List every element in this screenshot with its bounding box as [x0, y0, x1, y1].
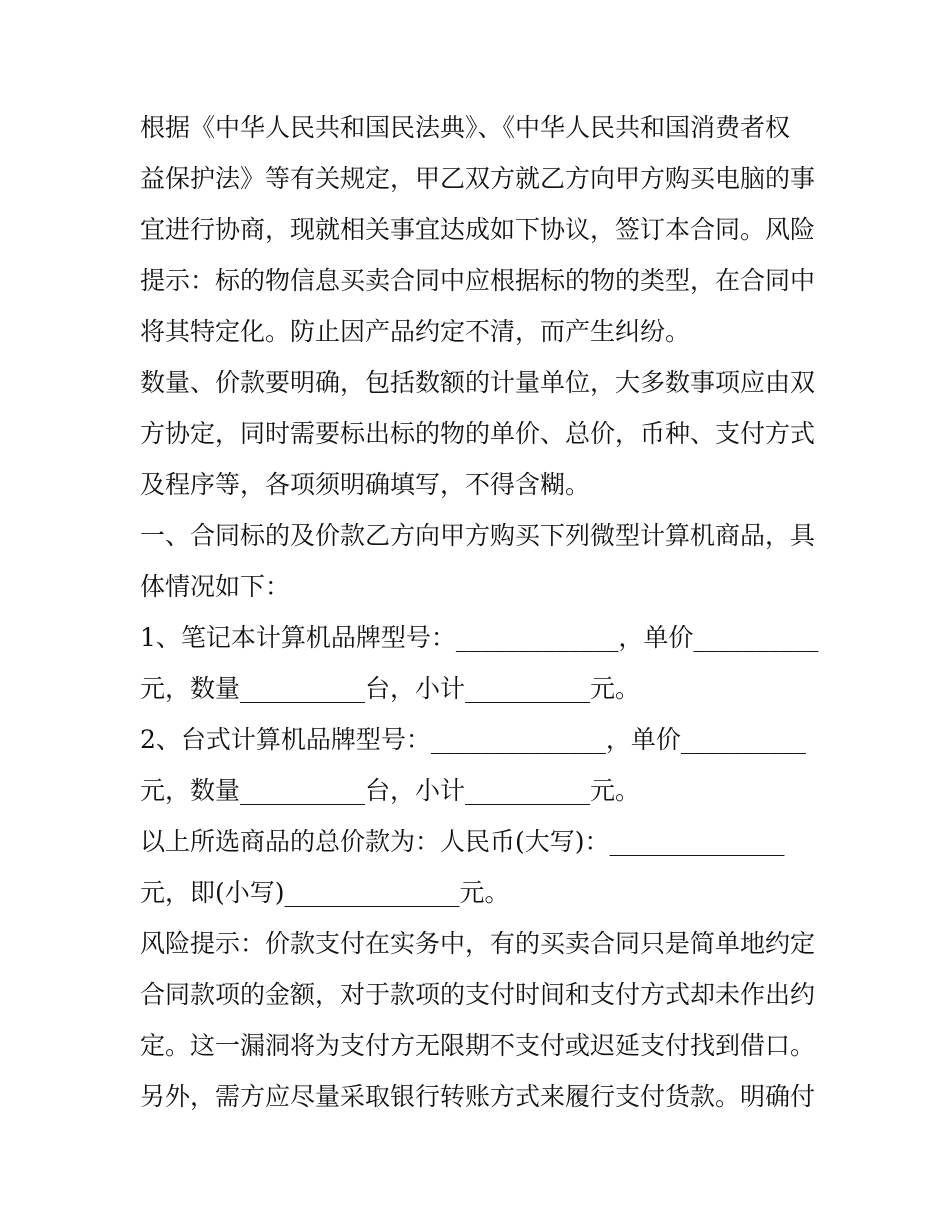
- text-line: 另外，需方应尽量采取银行转账方式来履行支付货款。明确付: [140, 1082, 816, 1111]
- text-line: 根据《中华人民共和国民法典》、《中华人民共和国消费者权: [140, 113, 791, 142]
- text-line: 元，即(小写)______________元。: [140, 878, 510, 907]
- text-line: 2、台式计算机品牌型号：______________，单价__________: [140, 725, 806, 754]
- text-line: 元，数量__________台，小计__________元。: [140, 776, 641, 805]
- text-line: 定。这一漏洞将为支付方无限期不支付或迟延支付找到借口。: [140, 1031, 816, 1060]
- text-line: 益保护法》等有关规定，甲乙双方就乙方向甲方购买电脑的事: [140, 164, 816, 193]
- text-line: 体情况如下：: [140, 572, 291, 601]
- text-line: 宜进行协商，现就相关事宜达成如下协议，签订本合同。风险: [140, 215, 816, 244]
- text-line: 合同款项的金额，对于款项的支付时间和支付方式却未作出约: [140, 980, 816, 1009]
- text-line: 方协定，同时需要标出标的物的单价、总价，币种、支付方式: [140, 419, 816, 448]
- text-line: 元，数量__________台，小计__________元。: [140, 674, 641, 703]
- text-line: 1、笔记本计算机品牌型号：_____________，单价__________: [140, 623, 819, 652]
- text-line: 一、合同标的及价款乙方向甲方购买下列微型计算机商品，具: [140, 521, 816, 550]
- text-line: 提示：标的物信息买卖合同中应根据标的物的类型，在合同中: [140, 266, 816, 295]
- text-line: 风险提示：价款支付在实务中，有的买卖合同只是简单地约定: [140, 929, 816, 958]
- text-line: 及程序等，各项须明确填写，不得含糊。: [140, 470, 591, 499]
- contract-text: [140, 102, 820, 1122]
- text-line: 以上所选商品的总价款为：人民币(大写)：______________: [140, 827, 785, 856]
- text-line: 数量、价款要明确，包括数额的计量单位，大多数事项应由双: [140, 368, 816, 397]
- text-line: 将其特定化。防止因产品约定不清，而产生纠纷。: [140, 317, 691, 346]
